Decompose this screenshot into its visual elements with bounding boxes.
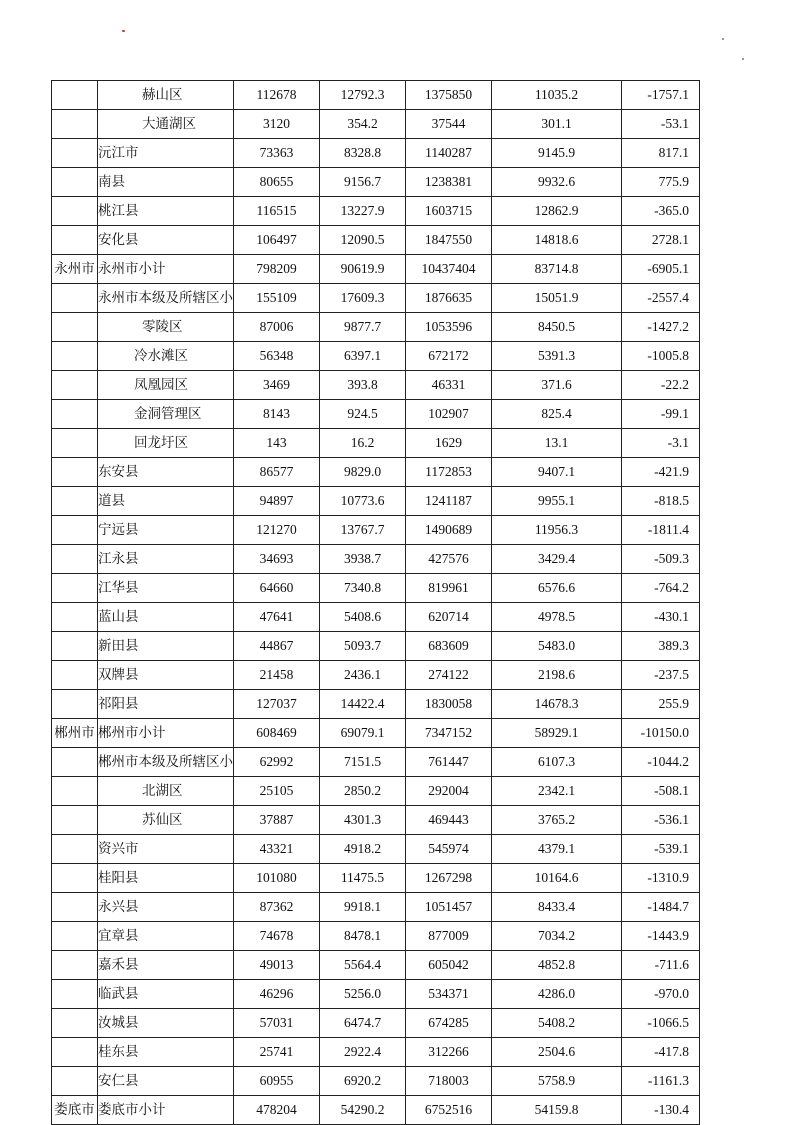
value-a-cell: 9877.7 [320, 313, 406, 342]
table-row [52, 139, 700, 168]
difference-cell: 389.3 [622, 632, 700, 661]
region-name-cell: 蓝山县 [98, 603, 234, 632]
population-cell: 34693 [234, 545, 320, 574]
population-cell: 608469 [234, 719, 320, 748]
value-a-cell: 16.2 [320, 429, 406, 458]
amount-cell: 312266 [406, 1038, 492, 1067]
table-row [52, 429, 700, 458]
population-cell: 37887 [234, 806, 320, 835]
table-row [52, 893, 700, 922]
value-a-cell: 7340.8 [320, 574, 406, 603]
difference-cell: -1044.2 [622, 748, 700, 777]
value-b-cell: 7034.2 [492, 922, 622, 951]
value-b-cell: 15051.9 [492, 284, 622, 313]
region-name-cell: 金洞管理区 [98, 400, 234, 429]
population-cell: 73363 [234, 139, 320, 168]
difference-cell: -818.5 [622, 487, 700, 516]
difference-cell: -10150.0 [622, 719, 700, 748]
city-cell [52, 139, 98, 168]
value-b-cell: 301.1 [492, 110, 622, 139]
city-cell [52, 81, 98, 110]
population-cell: 62992 [234, 748, 320, 777]
region-name-cell: 赫山区 [98, 81, 234, 110]
value-a-cell: 6397.1 [320, 342, 406, 371]
value-b-cell: 8450.5 [492, 313, 622, 342]
city-cell [52, 516, 98, 545]
population-cell: 25105 [234, 777, 320, 806]
region-name-cell: 安仁县 [98, 1067, 234, 1096]
region-name-cell: 北湖区 [98, 777, 234, 806]
amount-cell: 674285 [406, 1009, 492, 1038]
value-b-cell: 6576.6 [492, 574, 622, 603]
value-b-cell: 3765.2 [492, 806, 622, 835]
difference-cell: -509.3 [622, 545, 700, 574]
region-name-cell: 冷水滩区 [98, 342, 234, 371]
value-b-cell: 5758.9 [492, 1067, 622, 1096]
amount-cell: 37544 [406, 110, 492, 139]
amount-cell: 1172853 [406, 458, 492, 487]
city-cell [52, 632, 98, 661]
region-name-cell: 永州市小计 [98, 255, 234, 284]
value-b-cell: 3429.4 [492, 545, 622, 574]
amount-cell: 819961 [406, 574, 492, 603]
value-a-cell: 4301.3 [320, 806, 406, 835]
value-b-cell: 371.6 [492, 371, 622, 400]
value-b-cell: 10164.6 [492, 864, 622, 893]
amount-cell: 427576 [406, 545, 492, 574]
population-cell: 80655 [234, 168, 320, 197]
region-name-cell: 回龙圩区 [98, 429, 234, 458]
difference-cell: -1484.7 [622, 893, 700, 922]
amount-cell: 1603715 [406, 197, 492, 226]
amount-cell: 469443 [406, 806, 492, 835]
city-cell [52, 690, 98, 719]
value-a-cell: 12792.3 [320, 81, 406, 110]
difference-cell: -539.1 [622, 835, 700, 864]
value-a-cell: 17609.3 [320, 284, 406, 313]
population-cell: 155109 [234, 284, 320, 313]
difference-cell: -22.2 [622, 371, 700, 400]
amount-cell: 274122 [406, 661, 492, 690]
city-cell [52, 603, 98, 632]
city-cell [52, 313, 98, 342]
amount-cell: 1051457 [406, 893, 492, 922]
allocation-table [51, 80, 700, 1125]
value-b-cell: 14678.3 [492, 690, 622, 719]
population-cell: 43321 [234, 835, 320, 864]
region-name-cell: 苏仙区 [98, 806, 234, 835]
region-name-cell: 嘉禾县 [98, 951, 234, 980]
value-b-cell: 5483.0 [492, 632, 622, 661]
value-b-cell: 9932.6 [492, 168, 622, 197]
amount-cell: 102907 [406, 400, 492, 429]
value-b-cell: 5391.3 [492, 342, 622, 371]
city-cell [52, 487, 98, 516]
region-name-cell: 祁阳县 [98, 690, 234, 719]
difference-cell: -1161.3 [622, 1067, 700, 1096]
value-a-cell: 5093.7 [320, 632, 406, 661]
amount-cell: 534371 [406, 980, 492, 1009]
difference-cell: -365.0 [622, 197, 700, 226]
region-name-cell: 东安县 [98, 458, 234, 487]
amount-cell: 1847550 [406, 226, 492, 255]
table-row [52, 1038, 700, 1067]
city-cell [52, 922, 98, 951]
city-cell: 娄底市 [52, 1096, 98, 1125]
difference-cell: -536.1 [622, 806, 700, 835]
table-row [52, 1009, 700, 1038]
difference-cell: -1811.4 [622, 516, 700, 545]
value-a-cell: 5408.6 [320, 603, 406, 632]
value-b-cell: 9955.1 [492, 487, 622, 516]
city-cell: 郴州市 [52, 719, 98, 748]
population-cell: 3120 [234, 110, 320, 139]
region-name-cell: 汝城县 [98, 1009, 234, 1038]
city-cell [52, 226, 98, 255]
amount-cell: 1375850 [406, 81, 492, 110]
value-b-cell: 9145.9 [492, 139, 622, 168]
value-b-cell: 4978.5 [492, 603, 622, 632]
value-a-cell: 2436.1 [320, 661, 406, 690]
population-cell: 94897 [234, 487, 320, 516]
amount-cell: 1241187 [406, 487, 492, 516]
difference-cell: -970.0 [622, 980, 700, 1009]
scan-dust-mark [742, 58, 744, 60]
table-row [52, 313, 700, 342]
population-cell: 56348 [234, 342, 320, 371]
value-b-cell: 4379.1 [492, 835, 622, 864]
value-b-cell: 9407.1 [492, 458, 622, 487]
region-name-cell: 江永县 [98, 545, 234, 574]
city-cell [52, 342, 98, 371]
table-row [52, 951, 700, 980]
amount-cell: 1490689 [406, 516, 492, 545]
region-name-cell: 郴州市本级及所辖区小 [98, 748, 234, 777]
value-b-cell: 5408.2 [492, 1009, 622, 1038]
value-b-cell: 2198.6 [492, 661, 622, 690]
city-cell [52, 400, 98, 429]
population-cell: 121270 [234, 516, 320, 545]
value-a-cell: 8478.1 [320, 922, 406, 951]
city-cell [52, 1009, 98, 1038]
population-cell: 116515 [234, 197, 320, 226]
city-cell [52, 284, 98, 313]
city-cell [52, 806, 98, 835]
amount-cell: 6752516 [406, 1096, 492, 1125]
amount-cell: 605042 [406, 951, 492, 980]
population-cell: 112678 [234, 81, 320, 110]
city-cell [52, 835, 98, 864]
population-cell: 478204 [234, 1096, 320, 1125]
table-row [52, 748, 700, 777]
scan-dust-mark [722, 38, 724, 40]
difference-cell: -1443.9 [622, 922, 700, 951]
difference-cell: 2728.1 [622, 226, 700, 255]
city-cell [52, 1038, 98, 1067]
table-row [52, 255, 700, 284]
value-a-cell: 14422.4 [320, 690, 406, 719]
population-cell: 87362 [234, 893, 320, 922]
amount-cell: 877009 [406, 922, 492, 951]
red-speck-mark [122, 30, 125, 32]
region-name-cell: 道县 [98, 487, 234, 516]
table-row [52, 516, 700, 545]
population-cell: 106497 [234, 226, 320, 255]
value-a-cell: 13767.7 [320, 516, 406, 545]
value-a-cell: 5256.0 [320, 980, 406, 1009]
table-row [52, 1067, 700, 1096]
table-row [52, 487, 700, 516]
table-row [52, 1096, 700, 1125]
amount-cell: 7347152 [406, 719, 492, 748]
table-row [52, 458, 700, 487]
population-cell: 3469 [234, 371, 320, 400]
city-cell [52, 951, 98, 980]
value-b-cell: 83714.8 [492, 255, 622, 284]
value-a-cell: 9156.7 [320, 168, 406, 197]
difference-cell: -2557.4 [622, 284, 700, 313]
difference-cell: -99.1 [622, 400, 700, 429]
amount-cell: 1238381 [406, 168, 492, 197]
amount-cell: 718003 [406, 1067, 492, 1096]
population-cell: 127037 [234, 690, 320, 719]
value-a-cell: 4918.2 [320, 835, 406, 864]
table-row [52, 719, 700, 748]
city-cell [52, 371, 98, 400]
difference-cell: 817.1 [622, 139, 700, 168]
table-row [52, 922, 700, 951]
difference-cell: -53.1 [622, 110, 700, 139]
amount-cell: 761447 [406, 748, 492, 777]
value-b-cell: 11035.2 [492, 81, 622, 110]
population-cell: 143 [234, 429, 320, 458]
table-row [52, 371, 700, 400]
amount-cell: 1053596 [406, 313, 492, 342]
city-cell [52, 777, 98, 806]
value-b-cell: 2342.1 [492, 777, 622, 806]
population-cell: 49013 [234, 951, 320, 980]
table-row [52, 835, 700, 864]
difference-cell: -1310.9 [622, 864, 700, 893]
city-cell [52, 574, 98, 603]
table-row [52, 603, 700, 632]
population-cell: 25741 [234, 1038, 320, 1067]
city-cell [52, 110, 98, 139]
difference-cell: -130.4 [622, 1096, 700, 1125]
amount-cell: 1830058 [406, 690, 492, 719]
value-a-cell: 5564.4 [320, 951, 406, 980]
city-cell [52, 545, 98, 574]
population-cell: 57031 [234, 1009, 320, 1038]
table-row [52, 400, 700, 429]
value-b-cell: 12862.9 [492, 197, 622, 226]
region-name-cell: 安化县 [98, 226, 234, 255]
region-name-cell: 大通湖区 [98, 110, 234, 139]
region-name-cell: 永兴县 [98, 893, 234, 922]
region-name-cell: 新田县 [98, 632, 234, 661]
table-row [52, 574, 700, 603]
table-row [52, 980, 700, 1009]
region-name-cell: 零陵区 [98, 313, 234, 342]
table-row [52, 777, 700, 806]
population-cell: 64660 [234, 574, 320, 603]
region-name-cell: 江华县 [98, 574, 234, 603]
table-row [52, 197, 700, 226]
amount-cell: 683609 [406, 632, 492, 661]
population-cell: 47641 [234, 603, 320, 632]
table-row [52, 806, 700, 835]
value-b-cell: 4852.8 [492, 951, 622, 980]
value-a-cell: 6920.2 [320, 1067, 406, 1096]
amount-cell: 1140287 [406, 139, 492, 168]
table-row [52, 226, 700, 255]
value-b-cell: 825.4 [492, 400, 622, 429]
city-cell [52, 661, 98, 690]
region-name-cell: 凤凰园区 [98, 371, 234, 400]
amount-cell: 1267298 [406, 864, 492, 893]
value-a-cell: 10773.6 [320, 487, 406, 516]
region-name-cell: 永州市本级及所辖区小 [98, 284, 234, 313]
value-a-cell: 54290.2 [320, 1096, 406, 1125]
table-row [52, 545, 700, 574]
difference-cell: -3.1 [622, 429, 700, 458]
value-b-cell: 2504.6 [492, 1038, 622, 1067]
region-name-cell: 双牌县 [98, 661, 234, 690]
table-row [52, 284, 700, 313]
city-cell [52, 893, 98, 922]
value-b-cell: 58929.1 [492, 719, 622, 748]
region-name-cell: 桂东县 [98, 1038, 234, 1067]
amount-cell: 292004 [406, 777, 492, 806]
region-name-cell: 沅江市 [98, 139, 234, 168]
region-name-cell: 南县 [98, 168, 234, 197]
city-cell [52, 980, 98, 1009]
value-b-cell: 54159.8 [492, 1096, 622, 1125]
value-b-cell: 6107.3 [492, 748, 622, 777]
value-a-cell: 2850.2 [320, 777, 406, 806]
city-cell [52, 458, 98, 487]
value-a-cell: 90619.9 [320, 255, 406, 284]
difference-cell: -508.1 [622, 777, 700, 806]
difference-cell: -421.9 [622, 458, 700, 487]
value-b-cell: 11956.3 [492, 516, 622, 545]
amount-cell: 10437404 [406, 255, 492, 284]
city-cell [52, 748, 98, 777]
amount-cell: 46331 [406, 371, 492, 400]
value-a-cell: 9918.1 [320, 893, 406, 922]
value-a-cell: 12090.5 [320, 226, 406, 255]
table-row [52, 168, 700, 197]
population-cell: 60955 [234, 1067, 320, 1096]
difference-cell: -1066.5 [622, 1009, 700, 1038]
difference-cell: -430.1 [622, 603, 700, 632]
amount-cell: 1876635 [406, 284, 492, 313]
region-name-cell: 郴州市小计 [98, 719, 234, 748]
population-cell: 44867 [234, 632, 320, 661]
difference-cell: -1005.8 [622, 342, 700, 371]
difference-cell: -417.8 [622, 1038, 700, 1067]
population-cell: 8143 [234, 400, 320, 429]
region-name-cell: 宁远县 [98, 516, 234, 545]
region-name-cell: 桂阳县 [98, 864, 234, 893]
table-row [52, 661, 700, 690]
value-a-cell: 9829.0 [320, 458, 406, 487]
value-b-cell: 4286.0 [492, 980, 622, 1009]
amount-cell: 672172 [406, 342, 492, 371]
value-a-cell: 393.8 [320, 371, 406, 400]
city-cell: 永州市 [52, 255, 98, 284]
city-cell [52, 864, 98, 893]
value-a-cell: 354.2 [320, 110, 406, 139]
value-a-cell: 13227.9 [320, 197, 406, 226]
value-a-cell: 3938.7 [320, 545, 406, 574]
population-cell: 798209 [234, 255, 320, 284]
region-name-cell: 娄底市小计 [98, 1096, 234, 1125]
population-cell: 46296 [234, 980, 320, 1009]
value-b-cell: 13.1 [492, 429, 622, 458]
region-name-cell: 临武县 [98, 980, 234, 1009]
table-row [52, 632, 700, 661]
value-a-cell: 11475.5 [320, 864, 406, 893]
city-cell [52, 197, 98, 226]
difference-cell: -764.2 [622, 574, 700, 603]
table-row [52, 690, 700, 719]
table-row [52, 81, 700, 110]
amount-cell: 1629 [406, 429, 492, 458]
region-name-cell: 宜章县 [98, 922, 234, 951]
difference-cell: -711.6 [622, 951, 700, 980]
difference-cell: 775.9 [622, 168, 700, 197]
value-a-cell: 924.5 [320, 400, 406, 429]
value-a-cell: 6474.7 [320, 1009, 406, 1038]
amount-cell: 620714 [406, 603, 492, 632]
difference-cell: -1757.1 [622, 81, 700, 110]
value-b-cell: 14818.6 [492, 226, 622, 255]
amount-cell: 545974 [406, 835, 492, 864]
population-cell: 101080 [234, 864, 320, 893]
city-cell [52, 1067, 98, 1096]
value-a-cell: 8328.8 [320, 139, 406, 168]
table-row [52, 110, 700, 139]
value-a-cell: 7151.5 [320, 748, 406, 777]
population-cell: 86577 [234, 458, 320, 487]
difference-cell: -237.5 [622, 661, 700, 690]
table-row [52, 864, 700, 893]
table-body [52, 81, 700, 1125]
region-name-cell: 桃江县 [98, 197, 234, 226]
population-cell: 74678 [234, 922, 320, 951]
city-cell [52, 168, 98, 197]
population-cell: 21458 [234, 661, 320, 690]
value-b-cell: 8433.4 [492, 893, 622, 922]
value-a-cell: 69079.1 [320, 719, 406, 748]
city-cell [52, 429, 98, 458]
value-a-cell: 2922.4 [320, 1038, 406, 1067]
difference-cell: -1427.2 [622, 313, 700, 342]
difference-cell: -6905.1 [622, 255, 700, 284]
table-row [52, 342, 700, 371]
difference-cell: 255.9 [622, 690, 700, 719]
region-name-cell: 资兴市 [98, 835, 234, 864]
population-cell: 87006 [234, 313, 320, 342]
